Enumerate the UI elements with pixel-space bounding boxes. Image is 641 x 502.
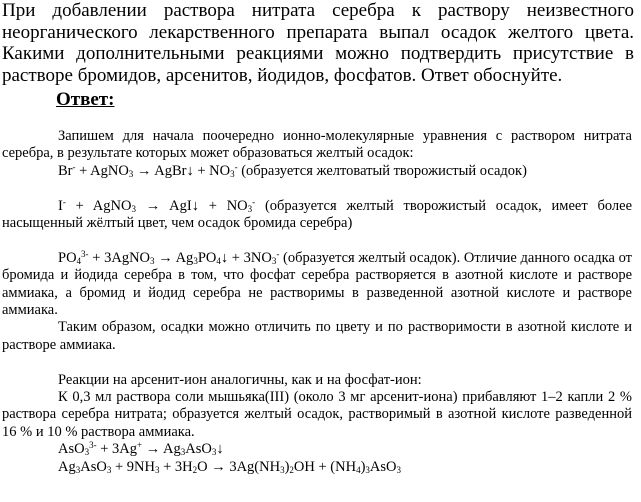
- arsenite-procedure: К 0,3 мл раствора соли мышьяка(III) (около 3 мг арсенит-иона) прибавляют 1–2 капли 2 % раствора серебра нитрата; образуется желтый осадок, растворимый в азотной кислоте разведенной 16 % и 10 % раствора аммиака.: [2, 389, 632, 440]
- intro-paragraph: Запишем для начала поочередно ионно-молекулярные уравнения с раствором нитрата серебра, в результате которых может образоваться желтый осадок:: [2, 128, 632, 162]
- equation-arsenite-1: $AsO_3^{3-} + 3Ag^+ \to Ag_3AsO_3↓$: [58, 440, 224, 458]
- conclusion-paragraph: Таким образом, осадки можно отличить по цвету и по растворимости в азотной кислоте и растворе аммиака.: [2, 319, 632, 353]
- equation-iodide-note: (образуется желтый творожистый осадок, имеет более насыщенный жёлтый цвет, чем осадок бромида серебра): [2, 197, 633, 232]
- equation-arsenite-2: $Ag_3AsO_3 + 9NH_3 + 3H_2O \to 3Ag(NH_3)_2OH + (NH_4)_3AsO_3$: [58, 458, 402, 475]
- equation-phosphate: $PO_4^{3-}$ + 3AgNO$_3$ → $Ag_3PO_4↓ + 3NO_3^-$ (образуется желтый осадок). Отличие данного осадка от бромида и йодида серебра в том, что фосфат серебра растворяется в азотной кислоте и растворе аммиака, а бромид и йодид серебра не растворимы в разведенной азотной кислоте и растворе аммиака.: [2, 248, 632, 319]
- question-text: При добавлении раствора нитрата серебра к раствору неизвестного неорганического лекарственного препарата выпал осадок желтого цвета. Какими дополнительными реакциями можно подтвердить присутствие в растворе бромидов, арсенитов, йодидов, фосфатов. Ответ обоснуйте.: [2, 0, 634, 86]
- equation-phosphate-note: (образуется желтый осадок). Отличие данного осадка от бромида и йодида серебра в том, что фосфат серебра растворяется в азотной кислоте и растворе аммиака, а бромид и йодид серебра не растворимы в разведенной азотной кислоте и растворе аммиака.: [2, 249, 632, 319]
- equation-bromide-note: (образуется желтоватый творожистый осадок): [237, 162, 527, 179]
- arsenite-intro: Реакции на арсенит-ион аналогичны, как и на фосфат-ион:: [58, 371, 422, 388]
- equation-bromide: Br- + AgNO$_3$ → AgBr↓ + $NO_3^-$ (образуется желтоватый творожистый осадок): [58, 161, 527, 179]
- answer-heading: Ответ:: [56, 89, 115, 110]
- answer-body: [2, 128, 633, 476]
- equation-iodide: I- + AgNO$_3$ → AgI↓ + $NO_3^-$ (образуется желтый творожистый осадок, имеет более насыщенный жёлтый цвет, чем осадок бромида серебра): [2, 196, 633, 232]
